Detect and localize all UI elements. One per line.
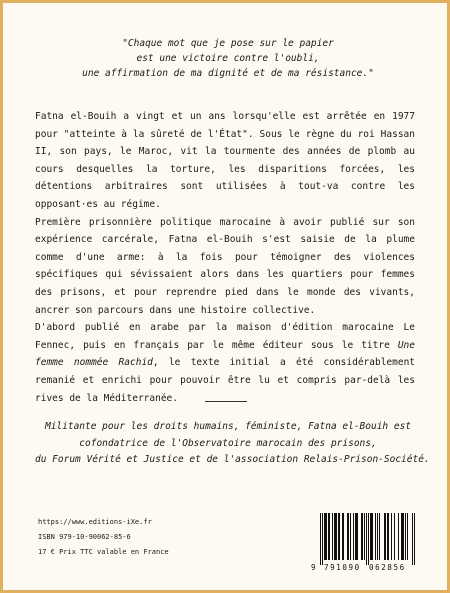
blurb-paragraph-3 — [35, 319, 415, 407]
epigraph-quote — [43, 36, 413, 81]
barcode-bars — [311, 513, 417, 565]
barcode-bar — [361, 513, 362, 560]
barcode-bar — [328, 513, 329, 560]
barcode-bar — [403, 513, 404, 560]
barcode-first-digit: 9 — [311, 563, 316, 572]
bio-line-1: Militante pour les droits humains, féministe, Fatna el-Bouih est — [44, 421, 412, 432]
barcode-bar — [357, 513, 358, 560]
barcode-bar — [339, 513, 340, 560]
barcode-bar — [355, 513, 356, 560]
isbn-barcode — [311, 513, 417, 573]
barcode-bar — [375, 513, 376, 560]
barcode-bar — [377, 513, 378, 560]
barcode-bar — [370, 513, 371, 560]
barcode-bar — [402, 513, 403, 560]
back-cover — [3, 3, 447, 590]
barcode-bar — [320, 513, 321, 565]
barcode-bar — [322, 513, 323, 565]
epigraph-line-2: est une victoire contre l'oubli, — [136, 53, 320, 64]
barcode-bar — [362, 513, 363, 560]
barcode-left-group: 791090 — [324, 563, 361, 572]
publication-info — [38, 515, 169, 560]
barcode-bar — [372, 513, 373, 560]
barcode-bar — [394, 513, 395, 560]
barcode-bar — [343, 513, 344, 560]
barcode-bar — [385, 513, 386, 560]
barcode-bar — [388, 513, 389, 560]
blurb-text — [35, 108, 415, 407]
barcode-bar — [401, 513, 402, 560]
price-text: 17 € Prix TTC valable en France — [38, 548, 169, 556]
barcode-bar — [338, 513, 339, 560]
blurb-paragraph-2: Première prisonnière politique marocaine à avoir publié sur son expérience carcérale, Fatna el-Bouih s'est saisie de la plume comme d'une arme: à la fois pour témoigner des violences spécifiques qui sévissaient alors dans les quartiers pour femmes des prisons, et pour reprendre pied dans le monde des vivants, ancrer son parcours dans une histoire collective. — [35, 216, 415, 316]
barcode-bar — [353, 513, 354, 560]
barcode-bar — [368, 513, 369, 565]
barcode-bar — [356, 513, 357, 560]
author-bio — [35, 419, 430, 469]
barcode-bar — [334, 513, 335, 560]
epigraph-line-3: une affirmation de ma dignité et de ma résistance." — [82, 68, 374, 79]
barcode-bar — [324, 513, 325, 560]
blurb-paragraph-1: Fatna el-Bouih a vingt et un ans lorsqu'elle est arrêtée en 1977 pour "atteinte à la sûreté de l'État". Sous le règne du roi Hassan II, son pays, le Maroc, vit la tourmente des années de plomb au cours desquelles la torture, les disparitions forcées, les détentions arbitraires sont utilisées à tout-va contre les opposant·es au régime. — [35, 111, 415, 210]
barcode-bar — [347, 513, 348, 560]
barcode-bar — [342, 513, 343, 560]
barcode-bar — [391, 513, 392, 560]
barcode-bar — [329, 513, 330, 560]
barcode-bar — [405, 513, 406, 560]
isbn-text: ISBN 979-10-90062-85-6 — [38, 533, 131, 541]
book-title: Une femme nommée Rachid — [35, 339, 415, 369]
barcode-bar — [398, 513, 399, 560]
barcode-bar — [387, 513, 388, 560]
barcode-bar — [336, 513, 337, 560]
barcode-bar — [379, 513, 380, 560]
barcode-bar — [407, 513, 408, 560]
barcode-bar — [412, 513, 413, 565]
barcode-bar — [326, 513, 327, 560]
barcode-bar — [371, 513, 372, 560]
barcode-bar — [366, 513, 367, 565]
epigraph-line-1: "Chaque mot que je pose sur le papier — [122, 38, 334, 49]
barcode-right-group: 062856 — [369, 563, 406, 572]
divider-rule — [205, 401, 247, 402]
barcode-bar — [325, 513, 326, 560]
barcode-bar — [364, 513, 365, 560]
paragraph-3-start: D'abord publié en arabe par la maison d'édition marocaine Le Fennec, puis en français par le même éditeur sous le titre — [35, 322, 415, 351]
barcode-bar — [384, 513, 385, 560]
barcode-bar — [414, 513, 415, 565]
barcode-bar — [335, 513, 336, 560]
bio-line-3: du Forum Vérité et Justice et de l'association Relais-Prison-Société. — [35, 454, 430, 465]
barcode-bar — [332, 513, 333, 560]
barcode-bar — [350, 513, 351, 560]
publisher-url[interactable]: https://www.editions-iXe.fr — [38, 518, 152, 526]
bio-line-2: cofondatrice de l'Observatoire marocain des prisons, — [79, 437, 377, 449]
paragraph-3-end: , le texte initial a été considérablement remanié et enrichi pour pouvoir être lu et compris par-delà les rives de la Méditerranée. — [35, 357, 416, 404]
barcode-bar — [348, 513, 349, 560]
